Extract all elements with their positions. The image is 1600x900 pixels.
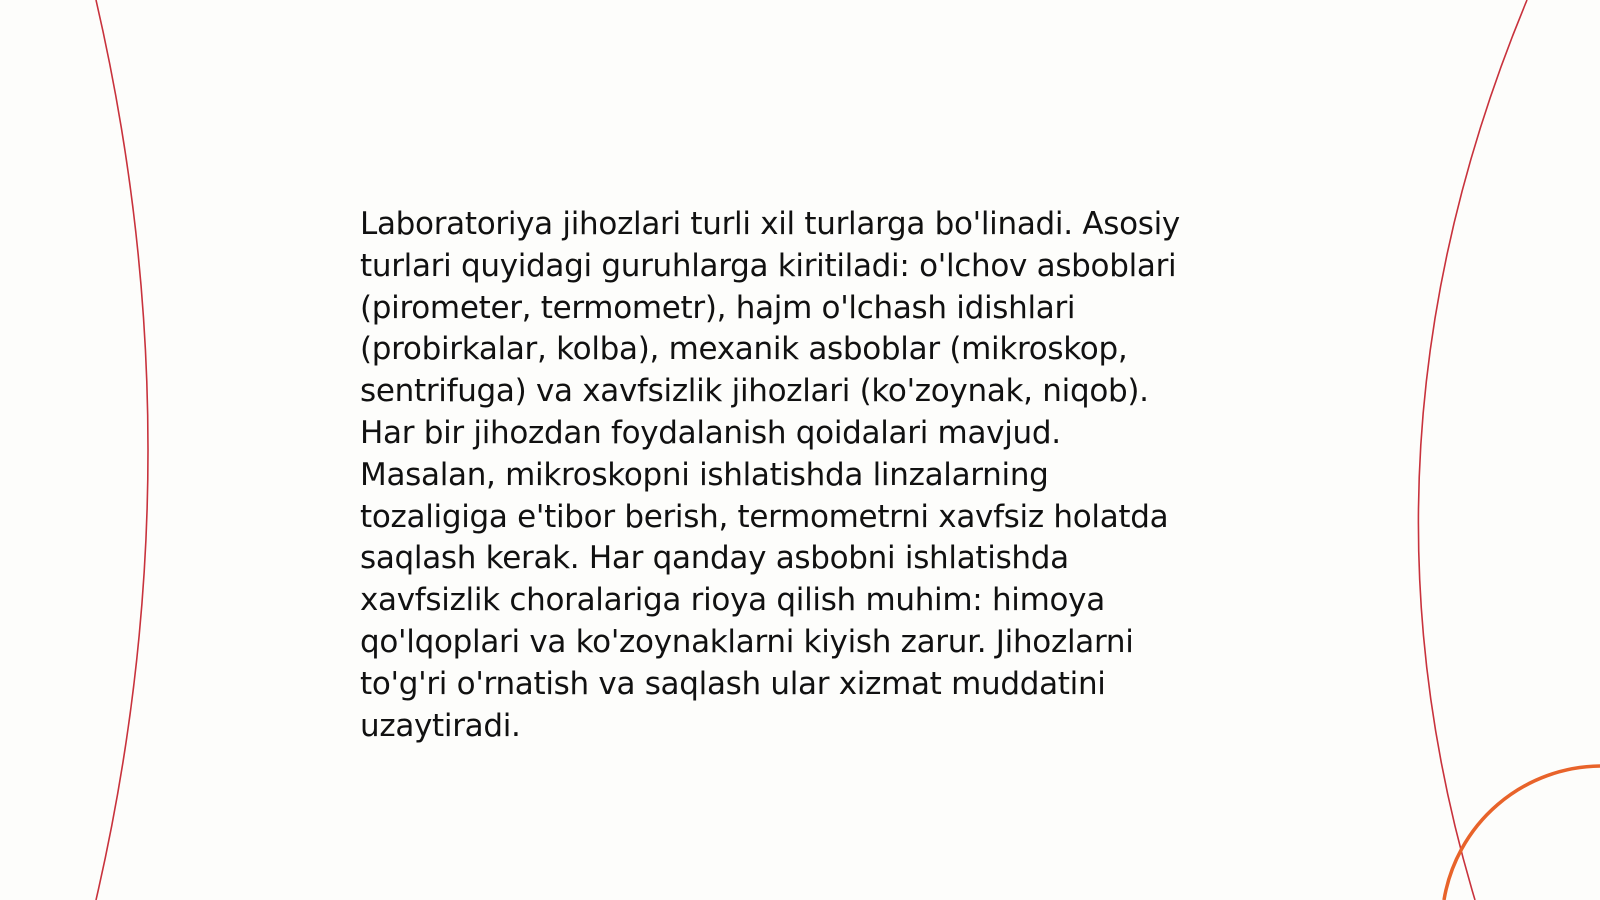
paragraph-line: (pirometer, termometr), hajm o'lchash idishlari	[360, 289, 1076, 326]
paragraph-line: Laboratoriya jihozlari turli xil turlarga bo'linadi. Asosiy	[360, 206, 1180, 242]
paragraph-line: uzaytiradi.	[360, 707, 521, 744]
left-arc	[96, 0, 148, 900]
paragraph-line: Har bir jihozdan foydalanish qoidalari mavjud.	[360, 414, 1061, 451]
paragraph-line: tozaligiga e'tibor berish, termometrni xavfsiz holatda	[360, 498, 1169, 535]
paragraph-line: qo'lqoplari va ko'zoynaklarni kiyish zarur. Jihozlarni	[360, 623, 1134, 660]
paragraph-line: turlari quyidagi guruhlarga kiritiladi: o'lchov asboblari	[360, 247, 1177, 284]
paragraph-line: xavfsizlik choralariga rioya qilish muhim: himoya	[360, 582, 1105, 619]
right-arc	[1418, 0, 1527, 900]
paragraph-line: saqlash kerak. Har qanday asbobni ishlatishda	[360, 540, 1069, 577]
paragraph-line: sentrifuga) va xavfsizlik jihozlari (ko'zoynak, niqob).	[360, 373, 1149, 410]
paragraph-line: Masalan, mikroskopni ishlatishda linzalarning	[360, 456, 1049, 493]
paragraph-line: to'g'ri o'rnatish va saqlash ular xizmat muddatini	[360, 665, 1106, 702]
body-paragraph	[360, 204, 1260, 747]
paragraph-line: (probirkalar, kolba), mexanik asboblar (mikroskop,	[360, 331, 1128, 368]
bottom-right-circle-arc	[1444, 766, 1600, 900]
